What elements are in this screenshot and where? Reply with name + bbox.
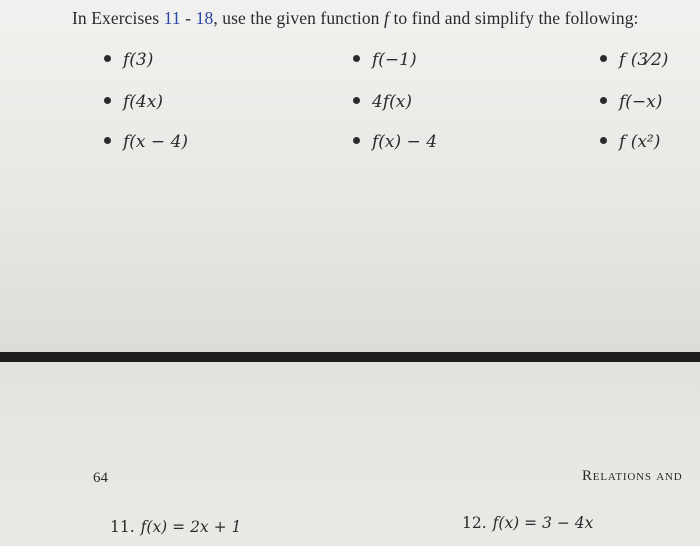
bullet-item [353, 50, 417, 70]
bullet-dot-icon [104, 137, 111, 144]
exercise-item [462, 514, 593, 532]
running-head: Relations and [582, 468, 683, 484]
exercise-item [110, 518, 241, 536]
bullet-item [600, 92, 662, 112]
bullet-item [600, 50, 668, 70]
bullet-dot-icon [600, 97, 607, 104]
bullet-expression: f(−1) [372, 50, 417, 70]
exercise-expression: f(x) = 2x + 1 [140, 518, 242, 536]
bullet-item [104, 132, 188, 152]
exercise-number: 11. [110, 518, 135, 536]
bullet-dot-icon [600, 137, 607, 144]
bullet-item [353, 92, 412, 112]
instruction-prefix: In Exercises [72, 8, 164, 28]
exercise-instruction [72, 8, 639, 29]
instruction-dash: - [180, 8, 196, 28]
bullet-expression: f(x) − 4 [372, 132, 438, 152]
page-number: 64 [93, 470, 108, 486]
textbook-page-bottom [0, 362, 700, 546]
bullet-item [104, 50, 153, 70]
bullet-expression: f(x − 4) [123, 132, 189, 152]
bullet-dot-icon [353, 55, 360, 62]
bullet-expression: f (3⁄2) [619, 50, 669, 70]
exercise-number: 12. [462, 514, 487, 532]
exercise-expression: f(x) = 3 − 4x [492, 514, 594, 532]
exercise-ref-end[interactable]: 18 [195, 8, 214, 28]
bullet-item [600, 132, 660, 152]
bullet-dot-icon [600, 55, 607, 62]
exercise-ref-start[interactable]: 11 [163, 8, 181, 28]
bullet-expression: 4f(x) [372, 92, 412, 112]
bullet-item [353, 132, 437, 152]
instruction-suffix: to find and simplify the following: [388, 8, 639, 28]
function-symbol: f [384, 8, 389, 28]
page-divider-band [0, 352, 700, 362]
bullet-dot-icon [353, 97, 360, 104]
bullet-expression: f(−x) [619, 92, 663, 112]
bullet-item [104, 92, 163, 112]
bullet-dot-icon [104, 97, 111, 104]
bullet-dot-icon [104, 55, 111, 62]
bullet-dot-icon [353, 137, 360, 144]
bullet-expression: f(3) [123, 50, 154, 70]
bullet-expression: f(4x) [123, 92, 163, 112]
bullet-expression: f (x²) [619, 132, 661, 152]
instruction-middle: , use the given function [213, 8, 384, 28]
